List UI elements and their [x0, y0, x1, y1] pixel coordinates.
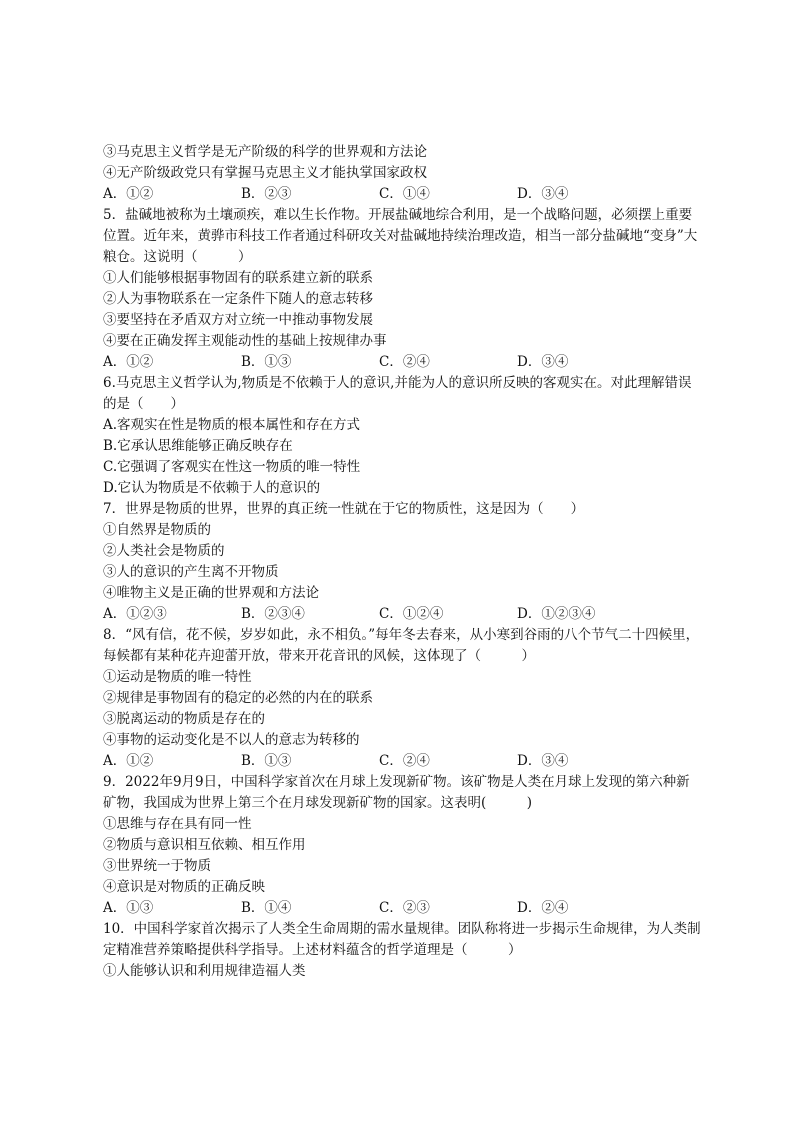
statement-line: ①运动是物质的唯一特性 [103, 669, 252, 685]
answer-option: B．①④ [241, 900, 292, 916]
answer-option: C．②④ [379, 354, 430, 370]
statement-line: ②人为事物联系在一定条件下随人的意志转移 [103, 291, 373, 307]
answer-option: C．①④ [379, 186, 430, 202]
statement-line: ③马克思主义哲学是无产阶级的科学的世界观和方法论 [103, 144, 427, 160]
statement-line: ④要在正确发挥主观能动性的基础上按规律办事 [103, 333, 387, 349]
answer-options [103, 604, 703, 625]
exam-page-content [103, 142, 703, 982]
statement-line: ②物质与意识相互依赖、相互作用 [103, 837, 306, 853]
statement-line: A.客观实在性是物质的根本属性和存在方式 [103, 417, 361, 433]
statement-line: ④意识是对物质的正确反映 [103, 879, 265, 895]
answer-options [103, 898, 703, 919]
statement-line: ②人类社会是物质的 [103, 543, 225, 559]
question-stem: 6.马克思主义哲学认为,物质是不依赖于人的意识,并能为人的意识所反映的客观实在。对此理解错误的是（ ） [103, 375, 692, 412]
answer-option: D．③④ [517, 186, 569, 202]
answer-option: A．①② [103, 186, 154, 202]
statement-line: ④无产阶级政党只有掌握马克思主义才能执掌国家政权 [103, 165, 427, 181]
answer-option: C．②③ [379, 900, 430, 916]
question-stem: 10．中国科学家首次揭示了人类全生命周期的需水量规律。团队称将进一步揭示生命规律，为人类制定精准营养策略提供科学指导。上述材料蕴含的哲学道理是（ ） [103, 921, 701, 958]
answer-options [103, 184, 703, 205]
answer-option: D．③④ [517, 354, 569, 370]
answer-option: B．①③ [241, 354, 292, 370]
answer-option: C．②④ [379, 753, 430, 769]
statement-line: D.它认为物质是不依赖于人的意识的 [103, 480, 321, 496]
answer-option: C．①②④ [379, 606, 444, 622]
question-stem: 7．世界是物质的世界，世界的真正统一性就在于它的物质性，这是因为（ ） [103, 501, 585, 517]
statement-line: ③世界统一于物质 [103, 858, 211, 874]
statement-line: ③脱离运动的物质是存在的 [103, 711, 265, 727]
answer-option: D．③④ [517, 753, 569, 769]
answer-option: B．①③ [241, 753, 292, 769]
statement-line: ①自然界是物质的 [103, 522, 211, 538]
statement-line: ④事物的运动变化是不以人的意志为转移的 [103, 732, 360, 748]
answer-option: A．①② [103, 753, 154, 769]
statement-line: ①思维与存在具有同一性 [103, 816, 252, 832]
statement-line: ②规律是事物固有的稳定的必然的内在的联系 [103, 690, 373, 706]
statement-line: ③要坚持在矛盾双方对立统一中推动事物发展 [103, 312, 373, 328]
statement-line: C.它强调了客观实在性这一物质的唯一特性 [103, 459, 361, 475]
answer-option: A．①③ [103, 900, 154, 916]
answer-option: B．②③④ [241, 606, 305, 622]
answer-options [103, 751, 703, 772]
answer-option: A．①②③ [103, 606, 167, 622]
answer-option: A．①② [103, 354, 154, 370]
answer-option: B．②③ [241, 186, 292, 202]
answer-option: D．②④ [517, 900, 569, 916]
statement-line: B.它承认思维能够正确反映存在 [103, 438, 293, 454]
statement-line: ①人能够认识和利用规律造福人类 [103, 963, 306, 979]
statement-line: ④唯物主义是正确的世界观和方法论 [103, 585, 319, 601]
answer-option: D．①②③④ [517, 606, 596, 622]
answer-options [103, 352, 703, 373]
statement-line: ③人的意识的产生离不开物质 [103, 564, 279, 580]
question-stem: 8．“风有信，花不候，岁岁如此，永不相负。”每年冬去春来，从小寒到谷雨的八个节气二十四候里，每候都有某种花卉迎蕾开放，带来开花音讯的风候，这体现了（ ） [103, 627, 700, 664]
question-stem: 9．2022年9月9日，中国科学家首次在月球上发现新矿物。该矿物是人类在月球上发现的第六种新矿物，我国成为世界上第三个在月球发现新矿物的国家。这表明( ) [103, 774, 690, 811]
question-stem: 5．盐碱地被称为土壤顽疾，难以生长作物。开展盐碱地综合利用，是一个战略问题，必须摆上重要位置。近年来，黄骅市科技工作者通过科研攻关对盐碱地持续治理改造，相当一部分盐碱地“变身”大粮仓。这说明（ ） [103, 207, 698, 265]
statement-line: ①人们能够根据事物固有的联系建立新的联系 [103, 270, 373, 286]
